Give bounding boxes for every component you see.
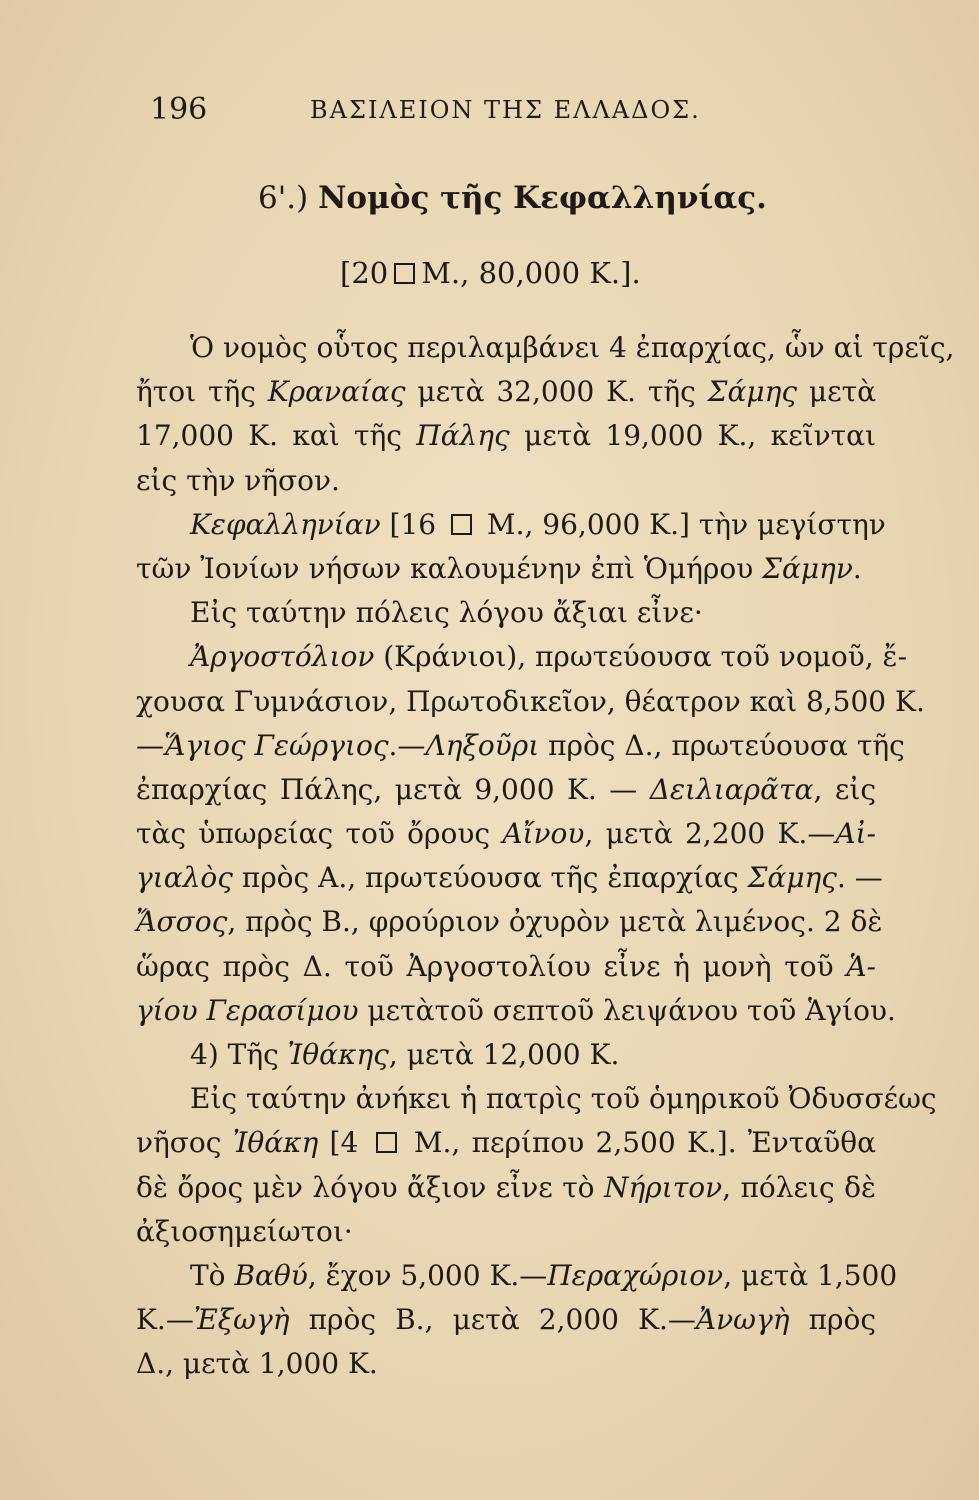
place-name: Ληξοῦρι <box>425 728 540 762</box>
text-run: , μετὰ 2,200 Κ.— <box>584 817 836 851</box>
text-line <box>136 856 883 900</box>
text-run: δὲ ὄρος μὲν λόγου ἄξιον εἶνε τὸ <box>136 1170 605 1204</box>
place-name: Ἰθάκη <box>232 1126 319 1160</box>
place-name: Πάλης <box>416 419 510 453</box>
text-run: [4 <box>318 1126 370 1160</box>
place-name: Σάμης <box>747 861 837 895</box>
text-line <box>136 945 876 989</box>
text-run: Μ., περίπου 2,500 Κ.]. Ἐνταῦθα <box>402 1126 876 1160</box>
text-run: . <box>852 551 862 585</box>
text-run: Τὸ <box>190 1258 235 1292</box>
place-name: Βαθύ <box>234 1258 308 1292</box>
place-name: γιαλὸς <box>136 861 233 895</box>
text-run: εἰς τὴν νῆσον. <box>136 463 340 497</box>
place-name: Κραναίας <box>267 375 406 409</box>
text-run: 17,000 Κ. καὶ τῆς <box>136 419 417 453</box>
text-line <box>136 1254 898 1298</box>
text-run: ἤτοι τῆς <box>136 375 268 409</box>
text-run: Δ., μετὰ 1,000 Κ. <box>136 1347 378 1381</box>
stats-open: [20 <box>340 256 389 290</box>
text-run: μετὰ <box>797 375 876 409</box>
place-name: Περαχώριον <box>547 1258 724 1292</box>
text-run: ἐπαρχίας Πάλης, μετὰ 9,000 Κ. — <box>136 772 650 806</box>
square-symbol-icon <box>376 1132 397 1153</box>
place-name: Ἀνωγὴ <box>695 1303 790 1337</box>
text-line <box>136 1077 937 1121</box>
body-text <box>136 326 955 1387</box>
text-run: πρὸς <box>789 1303 876 1337</box>
page-header <box>150 92 890 132</box>
place-name: Ἁ- <box>846 949 876 983</box>
text-run: μετὰ 19,000 Κ., κεῖνται <box>509 419 876 453</box>
place-name: Νήριτον <box>604 1170 723 1204</box>
place-name: Ἄσσος <box>136 905 228 939</box>
text-run: .— <box>388 728 426 762</box>
text-line <box>136 635 908 679</box>
place-name: Ἐξωγὴ <box>193 1303 290 1337</box>
text-run: (Κράνιοι), πρωτεύουσα τοῦ νομοῦ, ἔ- <box>374 640 908 674</box>
text-line <box>136 591 876 635</box>
text-line <box>136 724 905 768</box>
text-line <box>136 812 876 856</box>
text-run: , πόλεις δὲ <box>722 1170 876 1204</box>
text-line <box>136 326 955 370</box>
text-run: . — <box>836 861 883 895</box>
text-run: 4) Τῆς <box>190 1038 288 1071</box>
text-run: χουσα Γυμνάσιον, Πρωτοδικεῖον, θέατρον καὶ 8,500 Κ. <box>136 684 925 718</box>
text-line <box>136 1342 876 1386</box>
text-line <box>136 547 876 591</box>
text-line <box>136 768 876 812</box>
place-name: Αἴνου <box>502 817 585 851</box>
text-run: μετὰ 32,000 Κ. τῆς <box>405 375 708 409</box>
text-run: , εἰς <box>813 772 876 806</box>
text-line <box>136 680 925 724</box>
text-line <box>136 1210 876 1254</box>
page-number: 196 <box>150 92 208 127</box>
place-name: Σάμης <box>707 375 798 409</box>
text-line <box>136 503 886 547</box>
square-symbol-icon <box>451 514 472 535</box>
place-name: Ἰθάκης <box>287 1038 389 1071</box>
text-run: , ἔχον 5,000 Κ.— <box>307 1258 548 1292</box>
text-line <box>136 900 883 944</box>
text-line <box>136 414 876 458</box>
place-name: Σάμην <box>762 551 853 585</box>
text-run: ὥρας πρὸς Δ. τοῦ Ἀργοστολίου εἶνε ἡ μονὴ τοῦ <box>136 949 847 983</box>
place-name: Δειλιαρᾶτα <box>649 772 814 806</box>
text-run: πρὸς Α., πρωτεύουσα τῆς ἐπαρχίας <box>232 861 748 895</box>
section-title: Νομὸς τῆς Κεφαλληνίας. <box>318 180 767 216</box>
text-line <box>136 1166 876 1210</box>
text-run: πρὸς Β., μετὰ 2,000 Κ.— <box>289 1303 696 1337</box>
text-run: Κ.— <box>136 1303 194 1337</box>
place-name: Ἀργοστόλιον <box>190 640 375 674</box>
text-run: Ὁ νομὸς οὗτος περιλαμβάνει 4 ἐπαρχίας, ὧν αἱ τρεῖς, <box>190 331 955 364</box>
text-run: Εἰς ταύτην ἀνήκει ἡ πατρὶς τοῦ ὁμηρικοῦ Ὀδυσσέως <box>190 1082 937 1116</box>
text-run: — <box>136 728 164 762</box>
stats-rest: Μ., 80,000 Κ.]. <box>421 256 641 290</box>
text-run: τῶν Ἰονίων νήσων καλουμένην ἐπὶ Ὁμήρου <box>136 551 763 585</box>
text-run: , μετὰ 12,000 Κ. <box>388 1038 620 1071</box>
place-name: Ἅγιος Γεώργιος <box>164 728 389 762</box>
text-run: , μετὰ 1,500 <box>723 1258 898 1292</box>
text-run: [16 <box>380 507 446 541</box>
text-line <box>136 370 876 414</box>
text-run: Εἰς ταύτην πόλεις λόγου ἄξιαι εἶνε· <box>190 596 703 630</box>
text-line <box>136 989 896 1033</box>
text-run: Μ., 96,000 Κ.] τὴν μεγίστην <box>478 507 886 541</box>
text-line <box>136 459 876 503</box>
text-line <box>136 1121 876 1165</box>
text-line <box>136 1033 876 1077</box>
place-name: γίου Γερασίμου <box>136 993 359 1027</box>
place-name: Κεφαλληνίαν <box>190 507 381 541</box>
text-run: πρὸς Δ., πρωτεύουσα τῆς <box>539 728 905 762</box>
running-title: ΒΑΣΙΛΕΙΟΝ ΤΗΣ ΕΛΛΑΔΟΣ. <box>310 96 701 124</box>
text-run: μετὰτοῦ σεπτοῦ λειψάνου τοῦ Ἁγίου. <box>358 993 896 1027</box>
text-run: , πρὸς Β., φρούριον ὀχυρὸν μετὰ λιμένος. 2 δὲ <box>227 905 883 939</box>
text-run: ἀξιοσημείωτοι· <box>136 1214 353 1248</box>
place-name: Αἰ- <box>835 817 876 851</box>
area-population-line <box>340 256 641 290</box>
text-run: τὰς ὑπωρείας τοῦ ὄρους <box>136 817 503 851</box>
square-symbol-icon <box>394 263 415 284</box>
text-run: νῆσος <box>136 1126 233 1160</box>
text-line <box>136 1298 876 1342</box>
section-number: 6'.) <box>258 180 309 216</box>
section-heading <box>258 180 767 216</box>
